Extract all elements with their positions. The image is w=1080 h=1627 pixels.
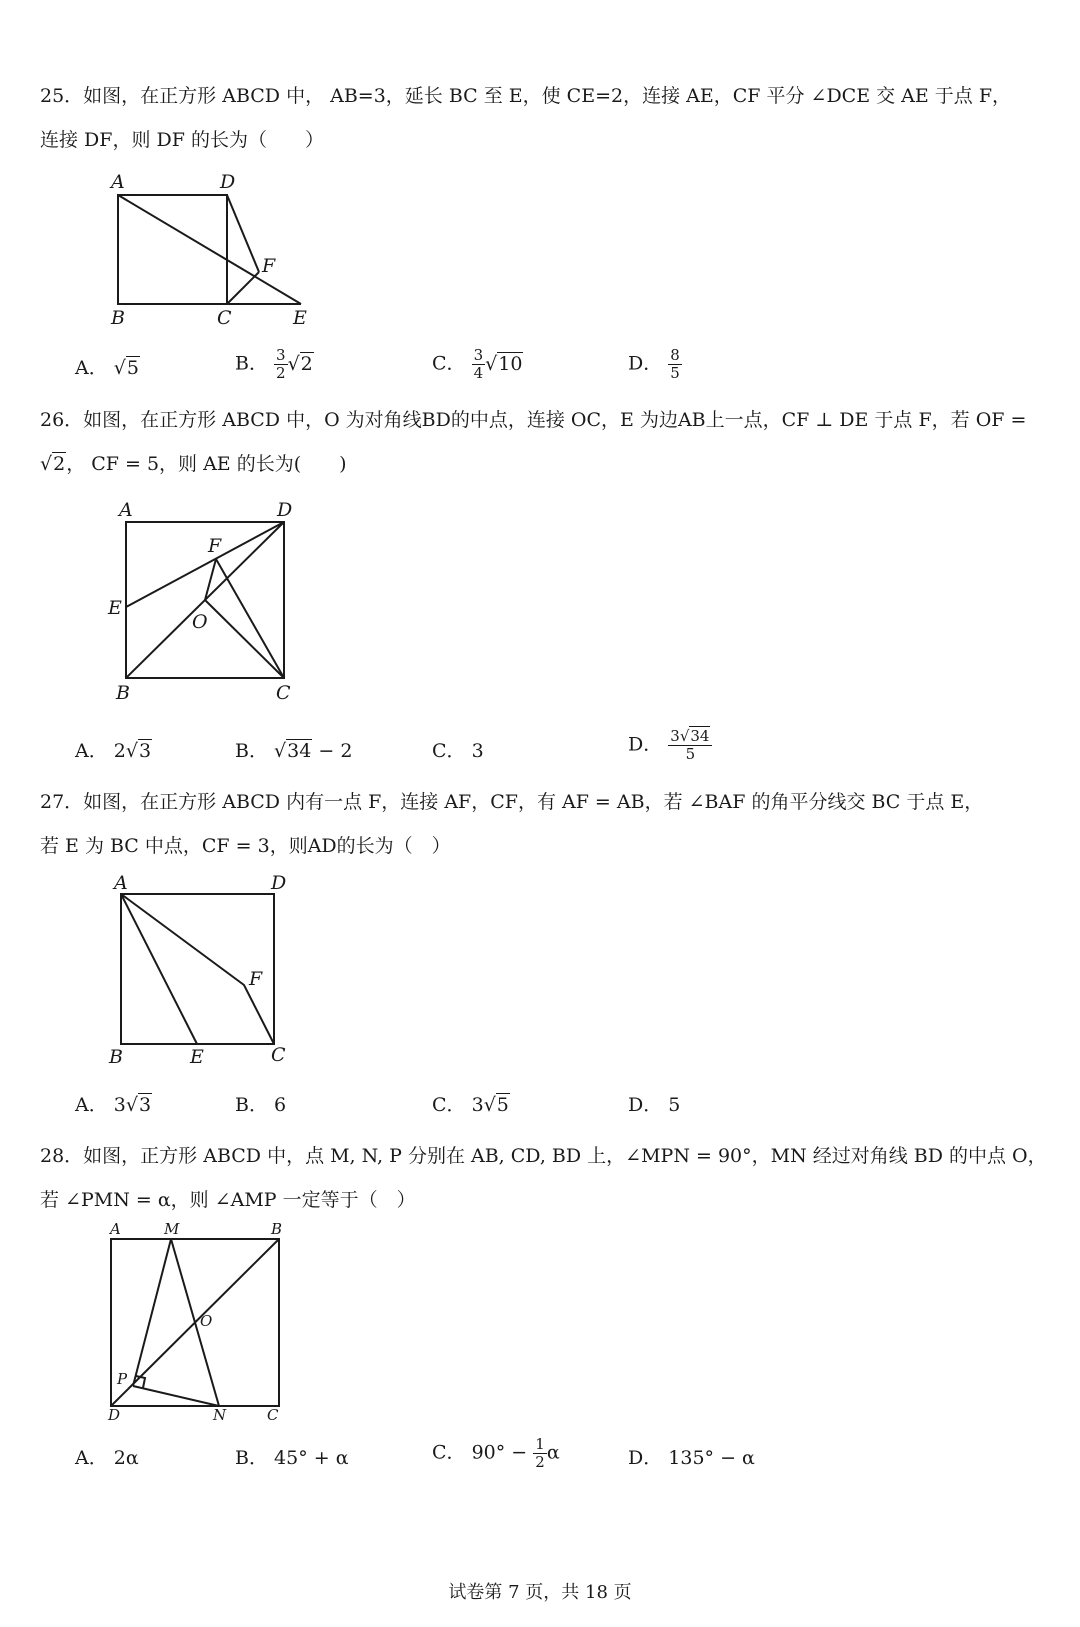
q25-option-d-den: 5 — [670, 364, 680, 382]
q27-label-f: F — [249, 968, 263, 990]
q26-label-f: F — [208, 535, 222, 557]
q28-option-b-key: B． — [235, 1447, 268, 1469]
q26-stem-line1: 26．如图，在正方形 ABCD 中，O 为对角线BD的中点，连接 OC，E 为边AB上一点，CF ⊥ DE 于点 F，若 OF = — [40, 409, 1027, 431]
q27-option-d-value: 5 — [668, 1094, 681, 1116]
q28-option-c-frac — [533, 1436, 547, 1471]
q27-label-c: C — [271, 1044, 286, 1066]
q28-label-p: P — [117, 1370, 128, 1388]
q28-option-d-key: D． — [628, 1447, 663, 1469]
q28-label-a: A — [110, 1220, 121, 1238]
q25-label-e: E — [293, 307, 307, 329]
q28-option-a[interactable] — [75, 1446, 139, 1470]
q28-option-c-key: C． — [432, 1441, 466, 1464]
q26-option-c-key: C． — [432, 740, 466, 762]
q25-stem-line1: 25．如图，在正方形 ABCD 中， AB=3，延长 BC 至 E，使 CE=2，连接 AE，CF 平分 ∠DCE 交 AE 于点 F， — [40, 85, 1012, 107]
q26-stem-sqrt: √2 — [40, 453, 66, 475]
q27-option-a-sqrt: √3 — [125, 1094, 152, 1116]
q28-option-b[interactable] — [235, 1446, 349, 1470]
q28-label-m: M — [164, 1220, 180, 1238]
q27-stem-line1: 27．如图，在正方形 ABCD 内有一点 F，连接 AF，CF，有 AF = AB，若 ∠BAF 的角平分线交 BC 于点 E， — [40, 791, 984, 813]
q27-label-b: B — [109, 1046, 123, 1068]
q26-option-b-key: B． — [235, 740, 268, 762]
q27-option-d-key: D． — [628, 1094, 663, 1116]
q28-option-a-key: A． — [75, 1447, 108, 1469]
q28-stem-line1: 28．如图，正方形 ABCD 中，点 M, N, P 分别在 AB, CD, BD 上，∠MPN = 90°，MN 经过对角线 BD 的中点 O， — [40, 1145, 1047, 1167]
q25-option-c-rad: 10 — [498, 352, 523, 375]
q28-label-n: N — [213, 1406, 227, 1424]
q26-option-b-sqrt: √34 — [274, 740, 312, 762]
q27-option-a-coef: 3 — [113, 1094, 126, 1116]
q25-option-b-key: B． — [235, 352, 268, 375]
q28-label-b: B — [271, 1220, 283, 1238]
q26-option-b-tail: − 2 — [318, 740, 353, 762]
q25-option-b-rad: 2 — [300, 352, 313, 375]
q25-label-f: F — [262, 255, 276, 277]
q25-option-d-num: 8 — [670, 346, 680, 364]
q26-label-a: A — [119, 499, 133, 521]
q26-option-a-coef: 2 — [113, 740, 126, 762]
q28-option-c-post: α — [546, 1441, 560, 1464]
q25-option-b-num: 3 — [276, 346, 286, 364]
q26-option-d-key: D． — [628, 733, 663, 756]
q26-option-a-key: A． — [75, 740, 108, 762]
q28-line-pn — [133, 1386, 219, 1406]
q27-stem-line2: 若 E 为 BC 中点，CF = 3，则AD的长为（ ） — [40, 835, 451, 857]
q26-option-a-rad: 3 — [138, 740, 152, 762]
q25-option-b-den: 2 — [276, 364, 286, 382]
q25-label-a: A — [111, 171, 125, 193]
q28-option-a-value: 2α — [113, 1447, 139, 1469]
q28-option-d[interactable] — [628, 1446, 755, 1470]
q25-option-c-sqrt: √10 — [485, 352, 523, 375]
q27-label-a: A — [114, 872, 128, 894]
q25-option-b-sqrt: √2 — [287, 352, 313, 375]
q25-label-c: C — [217, 307, 232, 329]
q26-label-b: B — [116, 682, 130, 704]
q26-option-d-num-sqrt: √34 — [679, 727, 710, 745]
q28-option-d-value: 135° − α — [668, 1447, 755, 1469]
q25-option-d-key: D． — [628, 352, 663, 375]
q26-option-d-num-coef: 3 — [670, 727, 680, 745]
q28-label-o: O — [200, 1312, 213, 1330]
q26-option-d-num-rad: 34 — [690, 727, 710, 745]
q28-option-c-den: 2 — [535, 1453, 545, 1471]
q26-stem-rad: 2 — [53, 453, 66, 475]
q26-option-c-value: 3 — [471, 740, 484, 762]
q25-label-d: D — [220, 171, 236, 193]
q26-label-o: O — [192, 611, 208, 633]
q27-option-c-sqrt: √5 — [483, 1094, 509, 1116]
q26-option-a-sqrt: √3 — [125, 740, 152, 762]
q28-label-d: D — [108, 1406, 121, 1424]
q28-option-c-num: 1 — [535, 1435, 545, 1453]
page-footer: 试卷第 7 页，共 18 页 — [448, 1582, 632, 1603]
q27-option-b-value: 6 — [274, 1094, 287, 1116]
q28-option-c-pre: 90° − — [471, 1441, 528, 1464]
q25-option-a-rad: 5 — [126, 357, 139, 379]
q25-option-c-den: 4 — [473, 364, 484, 382]
q27-option-c-key: C． — [432, 1094, 466, 1116]
q25-label-b: B — [111, 307, 125, 329]
q28-stem-line2: 若 ∠PMN = α，则 ∠AMP 一定等于（ ） — [40, 1189, 416, 1211]
q26-stem-rest: ， CF = 5，则 AE 的长为( ) — [66, 453, 347, 475]
q28-option-b-value: 45° + α — [274, 1447, 349, 1469]
q26-label-e: E — [108, 597, 122, 619]
q27-option-b-key: B． — [235, 1094, 268, 1116]
q26-option-b-rad: 34 — [287, 740, 312, 762]
q25-option-c-num: 3 — [473, 346, 484, 364]
q25-option-a-value: √5 — [113, 357, 139, 379]
q27-option-c-coef: 3 — [471, 1094, 484, 1116]
q25-stem-line2: 连接 DF，则 DF 的长为（ ） — [40, 129, 324, 151]
q28-label-c: C — [267, 1406, 279, 1424]
q27-option-a-rad: 3 — [138, 1094, 152, 1116]
q26-label-d: D — [277, 499, 293, 521]
q25-option-c-key: C． — [432, 352, 466, 375]
q25-option-a-key: A． — [75, 357, 108, 379]
q26-option-d-den: 5 — [685, 745, 696, 763]
q27-option-c-rad: 5 — [496, 1094, 509, 1116]
q26-label-c: C — [276, 682, 291, 704]
q27-label-d: D — [271, 872, 287, 894]
q27-option-a-key: A． — [75, 1094, 108, 1116]
q27-label-e: E — [190, 1046, 204, 1068]
q28-option-c[interactable] — [432, 1436, 560, 1471]
